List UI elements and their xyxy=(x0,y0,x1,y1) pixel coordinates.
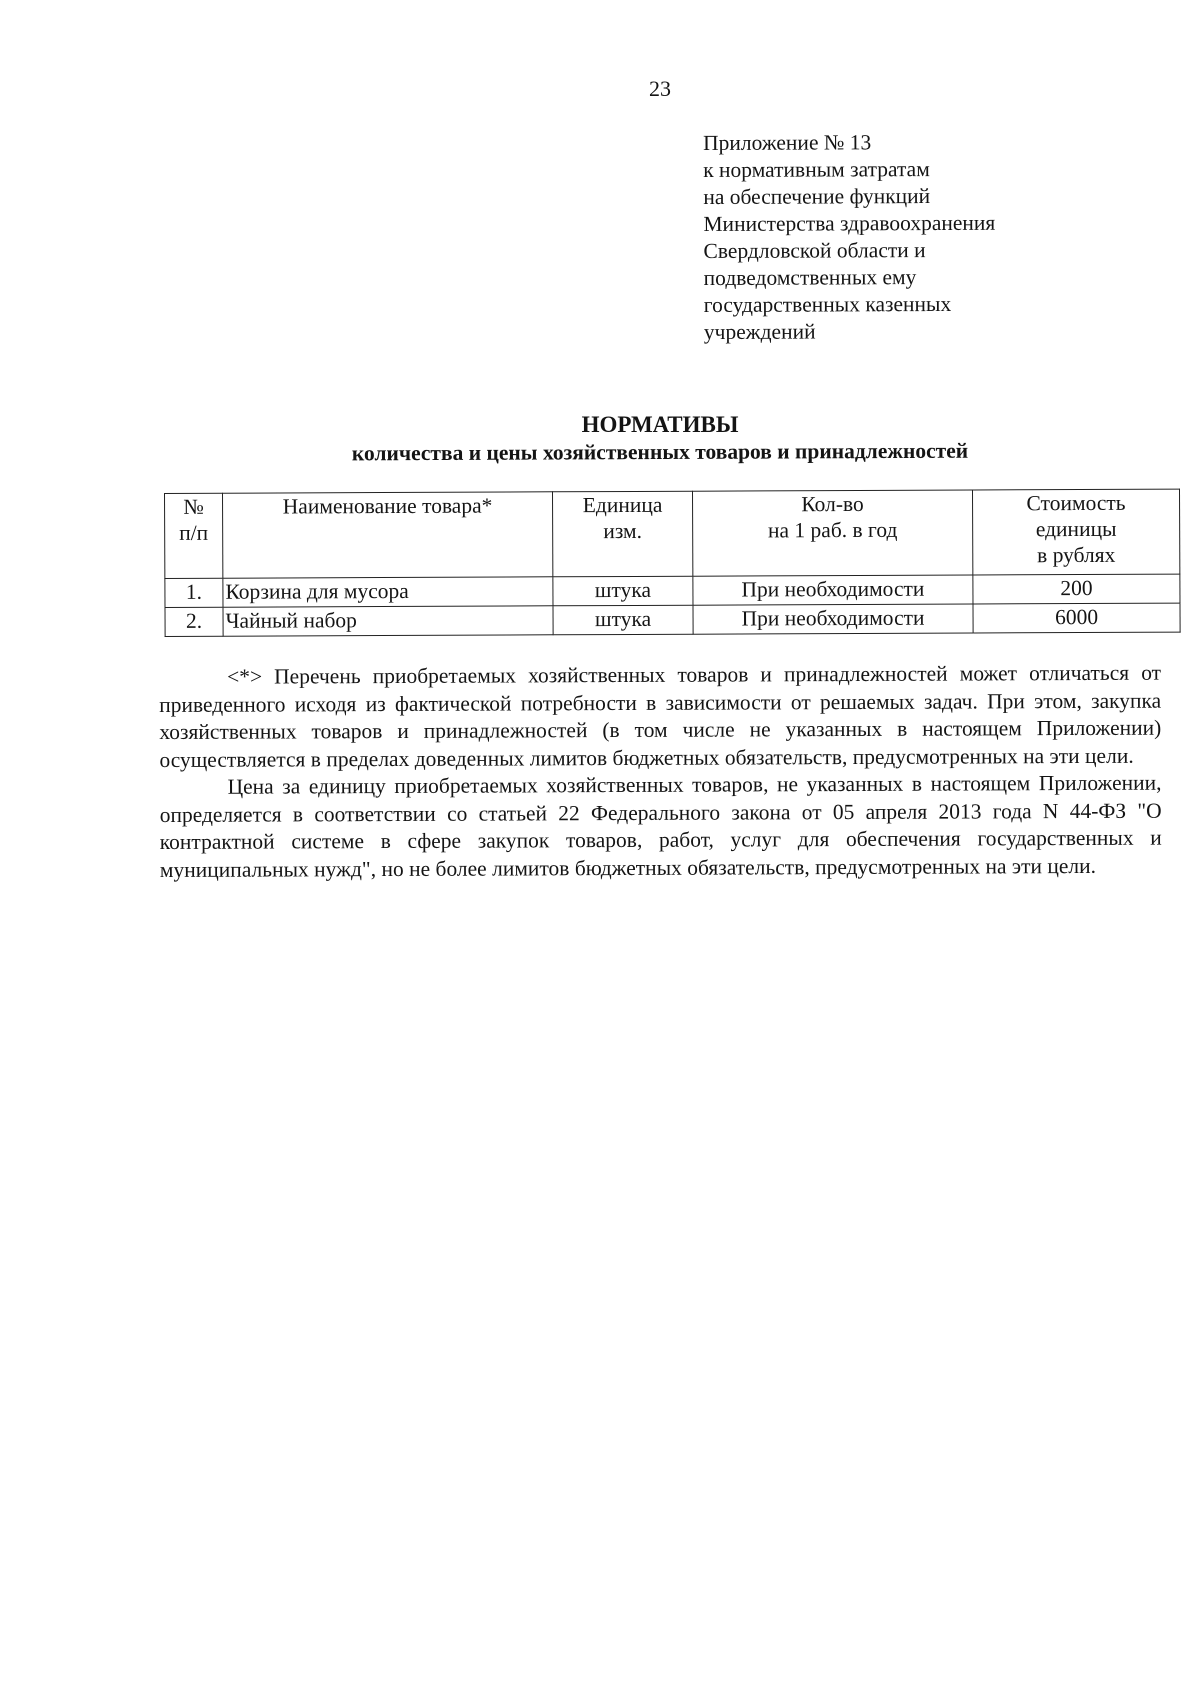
header-num: № п/п xyxy=(165,493,223,578)
annex-line: Министерства здравоохранения xyxy=(703,210,996,236)
annex-line: Приложение № 13 xyxy=(703,130,872,155)
table-row xyxy=(165,574,1180,607)
header-name: Наименование товара* xyxy=(223,492,553,578)
cell-cost: 200 xyxy=(973,574,1180,604)
table-row xyxy=(165,603,1180,636)
cell-unit: штука xyxy=(553,605,693,635)
cell-cost: 6000 xyxy=(973,603,1180,633)
cell-name: Чайный набор xyxy=(223,606,553,636)
header-cost: Стоимость единицы в рублях xyxy=(972,489,1179,575)
cell-num: 1. xyxy=(165,578,223,607)
cell-qty: При необходимости xyxy=(693,604,973,634)
annex-header xyxy=(703,129,996,346)
annex-line: на обеспечение функций xyxy=(703,184,931,209)
cell-name: Корзина для мусора xyxy=(223,577,553,607)
annex-line: к нормативным затратам xyxy=(703,157,930,182)
note-paragraph: <*> Перечень приобретаемых хозяйственных товаров и принадлежностей может отличаться от приведенного исходя из фактической потребности в зависимости от решаемых задач. При этом, закупка хозяйственных товаров и принадлежностей (в том числе не указанных в настоящем Приложении) осуществляется в пределах доведенных лимитов бюджетных обязательств, предусмотренных на эти цели. xyxy=(159,660,1162,772)
norms-table xyxy=(164,489,1181,637)
annex-line: Свердловской области и xyxy=(703,238,926,263)
header-unit: Единица изм. xyxy=(552,491,692,577)
cell-unit: штука xyxy=(553,576,693,606)
note-paragraph: Цена за единицу приобретаемых хозяйственных товаров, не указанных в настоящем Приложении, определяется в соответствии со статьей 22 Федерального закона от 05 апреля 2013 года N 44-ФЗ "О контрактной системе в сфере закупок товаров, работ, услуг для обеспечения государственных и муниципальных нужд", но не более лимитов бюджетных обязательств, предусмотренных на эти цели. xyxy=(159,770,1162,882)
norms-table-wrapper xyxy=(164,489,1180,637)
cell-qty: При необходимости xyxy=(693,575,973,605)
annex-line: учреждений xyxy=(703,319,816,344)
notes-section xyxy=(159,660,1162,884)
cell-num: 2. xyxy=(165,607,223,636)
document-subtitle: количества и цены хозяйственных товаров и принадлежностей xyxy=(351,438,969,466)
annex-line: государственных казенных xyxy=(703,291,952,317)
page-number: 23 xyxy=(649,76,671,101)
header-qty: Кол-во на 1 раб. в год xyxy=(692,490,972,576)
document-title: НОРМАТИВЫ xyxy=(581,412,739,437)
table-header-row xyxy=(165,489,1180,578)
annex-line: подведомственных ему xyxy=(703,265,917,290)
